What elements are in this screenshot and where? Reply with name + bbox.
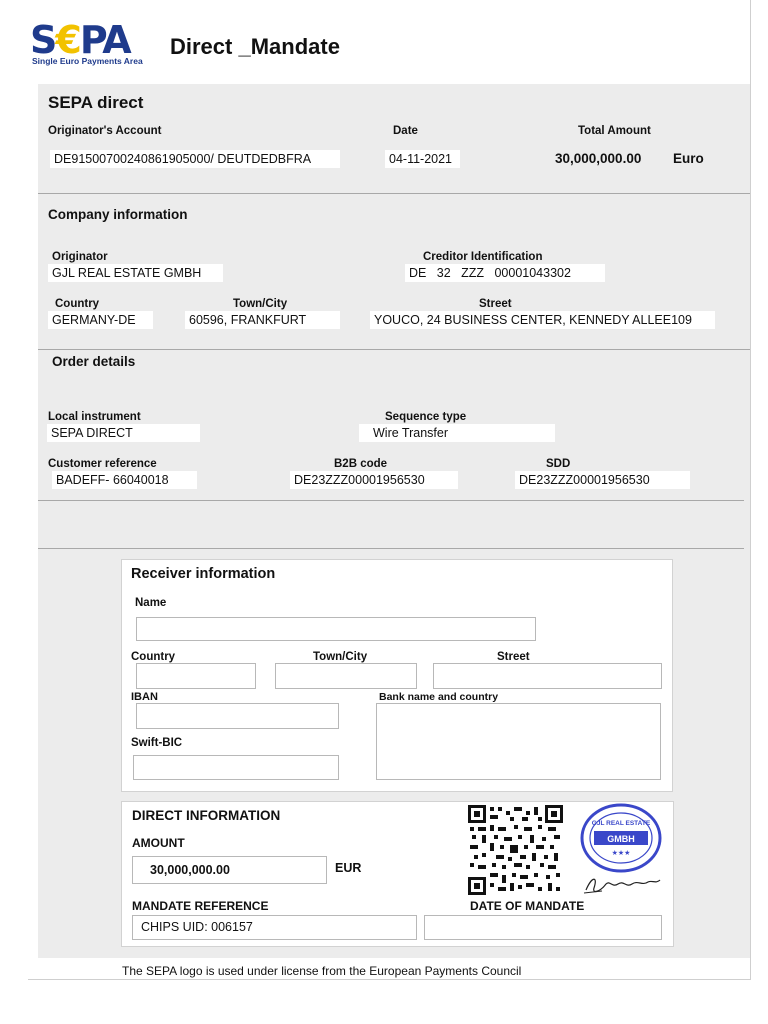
receiver-country-label: Country xyxy=(131,651,176,663)
date-label: Date xyxy=(393,125,418,137)
receiver-bank-label: Bank name and country xyxy=(379,691,499,703)
svg-text:★★★: ★★★ xyxy=(611,850,631,857)
total-amount-value: 30,000,000.00 xyxy=(555,151,642,166)
page-bottom-border xyxy=(28,979,751,980)
divider-1 xyxy=(38,193,750,194)
document-title: Direct _Mandate xyxy=(170,34,340,59)
receiver-iban-label: IBAN xyxy=(131,691,158,703)
local-instrument-label: Local instrument xyxy=(48,411,141,423)
divider-2 xyxy=(38,349,750,350)
footer-license-text: The SEPA logo is used under license from the European Payments Council xyxy=(122,964,522,978)
street-label: Street xyxy=(479,298,512,310)
sdd-label: SDD xyxy=(546,458,571,470)
date-value: 04-11-2021 xyxy=(385,150,460,168)
direct-info-heading: DIRECT INFORMATION xyxy=(132,808,281,823)
customer-ref-label: Customer reference xyxy=(48,458,157,470)
originator-label: Originator xyxy=(52,251,108,263)
receiver-country-field[interactable] xyxy=(136,663,256,689)
town-label: Town/City xyxy=(233,298,288,310)
receiver-iban-field[interactable] xyxy=(136,703,339,729)
receiver-name-label: Name xyxy=(135,597,167,609)
mandate-date-field[interactable] xyxy=(424,915,662,940)
direct-amount-currency: EUR xyxy=(335,861,362,875)
street-value: YOUCO, 24 BUSINESS CENTER, KENNEDY ALLEE109 xyxy=(370,311,715,329)
receiver-swift-label: Swift-BIC xyxy=(131,737,183,749)
receiver-street-field[interactable] xyxy=(433,663,662,689)
sepa-logo-wordmark: S€PA xyxy=(30,18,130,62)
mandate-ref-label: MANDATE REFERENCE xyxy=(132,899,269,913)
customer-ref-value: BADEFF- 66040018 xyxy=(52,471,197,489)
town-value: 60596, FRANKFURT xyxy=(185,311,340,329)
local-instrument-value: SEPA DIRECT xyxy=(47,424,200,442)
sequence-value: Wire Transfer xyxy=(359,424,555,442)
originator-account-value: DE91500700240861905000/ DEUTDEDBFRA xyxy=(50,150,340,168)
sepa-logo xyxy=(30,20,160,68)
total-amount-currency: Euro xyxy=(673,151,704,166)
receiver-street-label: Street xyxy=(497,651,530,663)
sdd-value: DE23ZZZ00001956530 xyxy=(515,471,690,489)
svg-text:GJL REAL ESTATE: GJL REAL ESTATE xyxy=(591,820,651,827)
creditor-label: Creditor Identification xyxy=(423,251,543,263)
order-heading: Order details xyxy=(52,354,136,369)
company-stamp xyxy=(580,803,662,873)
receiver-heading: Receiver information xyxy=(131,566,276,582)
country-label: Country xyxy=(55,298,100,310)
receiver-swift-field[interactable] xyxy=(133,755,339,780)
b2b-value: DE23ZZZ00001956530 xyxy=(290,471,458,489)
creditor-number: 00001043302 xyxy=(494,266,571,280)
direct-amount-label: AMOUNT xyxy=(132,836,185,850)
originator-value: GJL REAL ESTATE GMBH xyxy=(48,264,223,282)
total-amount-label: Total Amount xyxy=(578,125,651,137)
company-heading: Company information xyxy=(48,207,188,222)
divider-3 xyxy=(38,500,744,501)
receiver-town-label: Town/City xyxy=(313,651,368,663)
sequence-label: Sequence type xyxy=(385,411,467,423)
qr-code xyxy=(468,805,563,895)
receiver-bank-field[interactable] xyxy=(376,703,661,780)
page-right-border xyxy=(750,0,751,980)
creditor-value xyxy=(405,264,605,282)
originator-account-label: Originator's Account xyxy=(48,125,162,137)
mandate-ref-value: CHIPS UID: 006157 xyxy=(141,920,253,934)
mandate-date-label: DATE OF MANDATE xyxy=(470,899,585,913)
sepa-logo-subtitle: Single Euro Payments Area xyxy=(32,56,143,66)
receiver-town-field[interactable] xyxy=(275,663,417,689)
receiver-name-field[interactable] xyxy=(136,617,536,641)
creditor-check: 32 xyxy=(436,266,451,280)
sepa-direct-heading: SEPA direct xyxy=(48,93,144,112)
creditor-country: DE xyxy=(409,266,427,280)
creditor-code: ZZZ xyxy=(461,266,485,280)
signature xyxy=(582,872,662,896)
b2b-label: B2B code xyxy=(334,458,388,470)
country-value: GERMANY-DE xyxy=(48,311,153,329)
direct-amount-value: 30,000,000.00 xyxy=(150,863,230,877)
svg-text:GMBH: GMBH xyxy=(607,834,635,844)
